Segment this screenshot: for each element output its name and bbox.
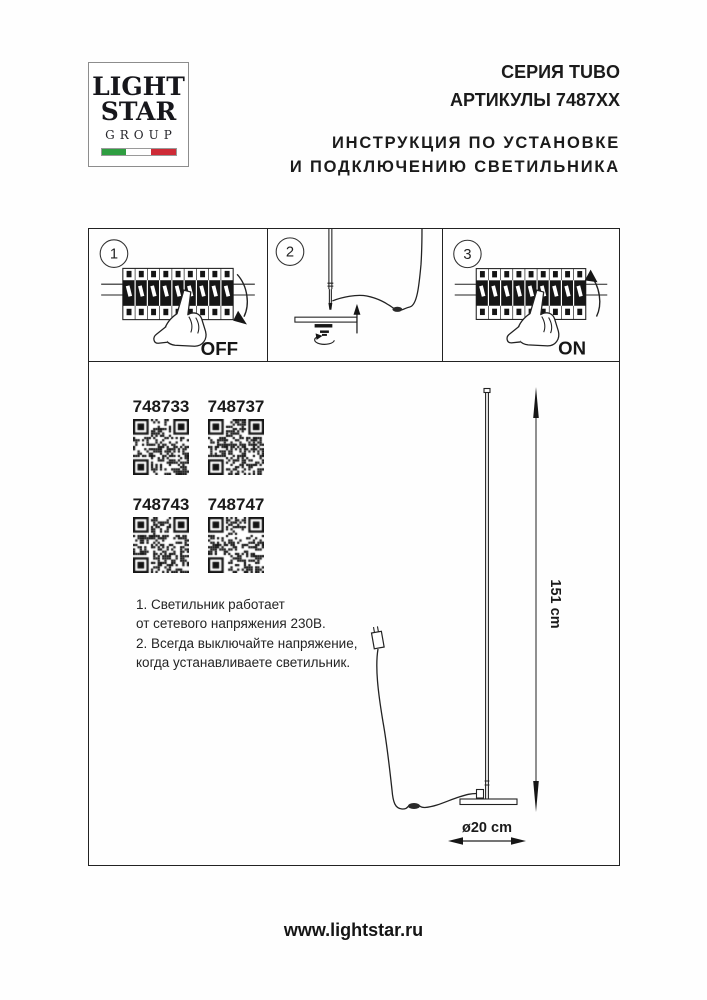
step-2-number: 2	[285, 244, 295, 261]
qr-code	[133, 517, 189, 573]
power-plug-icon	[371, 626, 385, 649]
instruction-title-line2: И ПОДКЛЮЧЕНИЮ СВЕТИЛЬНИКА	[289, 158, 620, 176]
product-748737	[201, 398, 271, 475]
cord-switch-icon	[392, 307, 402, 312]
series-title: СЕРИЯ TUBO	[501, 62, 620, 82]
instruction-title	[290, 131, 620, 179]
lightstar-logo	[88, 62, 189, 167]
logo-light-text: LIGHT	[92, 72, 185, 101]
note-line: 1. Светильник работает	[136, 597, 285, 612]
floor-lamp-illustration	[357, 382, 579, 854]
steps-row	[89, 229, 619, 362]
safety-notes	[136, 595, 386, 672]
note-line: когда устанавливаете светильник.	[136, 654, 351, 670]
article-number: 748733	[132, 397, 190, 416]
instruction-frame	[88, 228, 620, 866]
step-3-label: ON	[558, 337, 586, 359]
note-line: от сетевого напряжения 230В.	[136, 616, 326, 632]
articles-title: АРТИКУЛЫ 7487XX	[450, 90, 620, 110]
screw-icon	[320, 330, 329, 332]
product-748747	[201, 496, 271, 573]
article-number: 748743	[132, 495, 190, 514]
height-dimension	[533, 387, 563, 812]
header-product-info	[450, 58, 620, 114]
article-number: 748737	[207, 397, 265, 416]
lamp-assembly-illustration	[295, 229, 422, 344]
instruction-title-line1: ИНСТРУКЦИЯ ПО УСТАНОВКЕ	[332, 134, 620, 152]
step-3-number: 3	[463, 246, 472, 263]
qr-code	[133, 419, 189, 475]
step-1-panel	[89, 229, 268, 361]
curved-arrow-up-head	[585, 270, 598, 283]
height-dimension-label: 151 cm	[547, 579, 563, 629]
article-number: 748747	[207, 495, 265, 514]
product-748743	[126, 496, 196, 573]
step-2-panel	[268, 229, 443, 361]
italian-flag-icon	[101, 148, 177, 156]
website-url: www.lightstar.ru	[283, 920, 424, 940]
note-line: 2. Всегда выключайте напряжение,	[136, 635, 358, 651]
step-1-label: OFF	[200, 338, 239, 360]
diameter-dimension-label: ø20 cm	[462, 820, 512, 836]
diameter-dimension	[448, 820, 526, 845]
step-1-number: 1	[109, 246, 119, 263]
cord-switch-icon	[408, 803, 420, 809]
qr-code	[208, 517, 264, 573]
product-748733	[126, 398, 196, 475]
logo-group-text: GROUP	[105, 128, 177, 142]
qr-code	[208, 419, 264, 475]
step-3-panel	[443, 229, 619, 361]
logo-star-text: STAR	[100, 97, 177, 126]
